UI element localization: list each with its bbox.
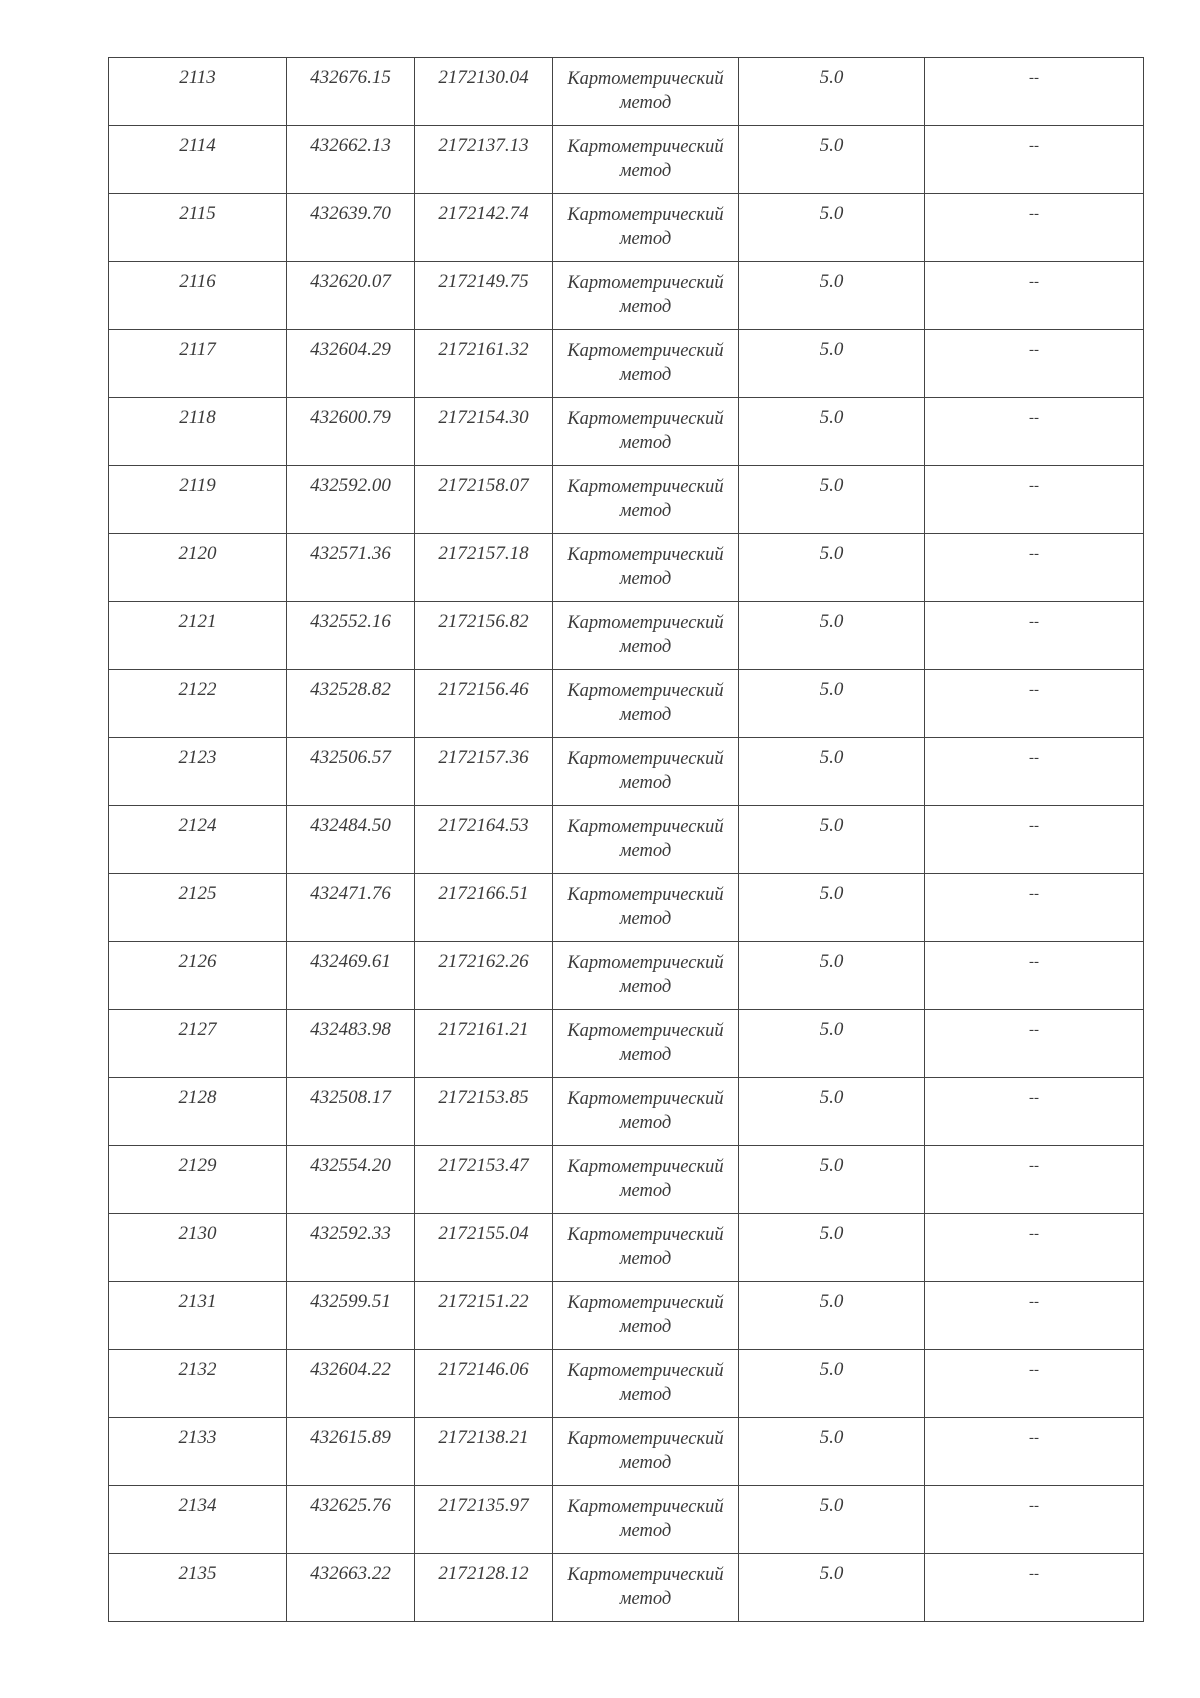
y-coordinate-cell: 2172153.85 [415,1078,553,1146]
table-row [109,806,1144,874]
note-cell: -- [925,670,1144,738]
precision-cell: 5.0 [739,466,925,534]
y-coordinate-cell: 2172157.18 [415,534,553,602]
note-cell: -- [925,942,1144,1010]
precision-cell: 5.0 [739,874,925,942]
table-row [109,1010,1144,1078]
precision-cell: 5.0 [739,806,925,874]
point-number-cell: 2127 [109,1010,287,1078]
point-number-cell: 2134 [109,1486,287,1554]
x-coordinate-cell: 432528.82 [287,670,415,738]
x-coordinate-cell: 432615.89 [287,1418,415,1486]
table-row [109,670,1144,738]
y-coordinate-cell: 2172156.82 [415,602,553,670]
x-coordinate-cell: 432663.22 [287,1554,415,1622]
x-coordinate-cell: 432592.33 [287,1214,415,1282]
method-cell: Картометрический метод [553,194,739,262]
method-cell: Картометрический метод [553,1554,739,1622]
table-row [109,738,1144,806]
note-cell: -- [925,1554,1144,1622]
point-number-cell: 2114 [109,126,287,194]
table-row [109,1486,1144,1554]
precision-cell: 5.0 [739,1486,925,1554]
precision-cell: 5.0 [739,194,925,262]
note-cell: -- [925,1418,1144,1486]
y-coordinate-cell: 2172162.26 [415,942,553,1010]
table-row [109,874,1144,942]
precision-cell: 5.0 [739,534,925,602]
method-cell: Картометрический метод [553,1350,739,1418]
y-coordinate-cell: 2172130.04 [415,58,553,126]
x-coordinate-cell: 432625.76 [287,1486,415,1554]
note-cell: -- [925,806,1144,874]
point-number-cell: 2113 [109,58,287,126]
y-coordinate-cell: 2172151.22 [415,1282,553,1350]
note-cell: -- [925,466,1144,534]
point-number-cell: 2123 [109,738,287,806]
precision-cell: 5.0 [739,262,925,330]
method-cell: Картометрический метод [553,1146,739,1214]
note-cell: -- [925,1146,1144,1214]
point-number-cell: 2115 [109,194,287,262]
y-coordinate-cell: 2172158.07 [415,466,553,534]
x-coordinate-cell: 432600.79 [287,398,415,466]
note-cell: -- [925,534,1144,602]
precision-cell: 5.0 [739,398,925,466]
point-number-cell: 2131 [109,1282,287,1350]
note-cell: -- [925,126,1144,194]
precision-cell: 5.0 [739,1146,925,1214]
y-coordinate-cell: 2172138.21 [415,1418,553,1486]
coordinates-table [108,57,1144,1622]
precision-cell: 5.0 [739,1078,925,1146]
x-coordinate-cell: 432592.00 [287,466,415,534]
note-cell: -- [925,874,1144,942]
method-cell: Картометрический метод [553,534,739,602]
table-row [109,262,1144,330]
x-coordinate-cell: 432599.51 [287,1282,415,1350]
method-cell: Картометрический метод [553,126,739,194]
method-cell: Картометрический метод [553,942,739,1010]
table-row [109,1078,1144,1146]
table-row [109,602,1144,670]
y-coordinate-cell: 2172135.97 [415,1486,553,1554]
note-cell: -- [925,1078,1144,1146]
point-number-cell: 2122 [109,670,287,738]
note-cell: -- [925,1350,1144,1418]
note-cell: -- [925,738,1144,806]
precision-cell: 5.0 [739,670,925,738]
point-number-cell: 2121 [109,602,287,670]
method-cell: Картометрический метод [553,1418,739,1486]
x-coordinate-cell: 432676.15 [287,58,415,126]
point-number-cell: 2135 [109,1554,287,1622]
method-cell: Картометрический метод [553,670,739,738]
note-cell: -- [925,194,1144,262]
precision-cell: 5.0 [739,330,925,398]
x-coordinate-cell: 432554.20 [287,1146,415,1214]
x-coordinate-cell: 432508.17 [287,1078,415,1146]
method-cell: Картометрический метод [553,602,739,670]
x-coordinate-cell: 432662.13 [287,126,415,194]
y-coordinate-cell: 2172166.51 [415,874,553,942]
point-number-cell: 2118 [109,398,287,466]
x-coordinate-cell: 432552.16 [287,602,415,670]
table-body [109,58,1144,1622]
x-coordinate-cell: 432471.76 [287,874,415,942]
precision-cell: 5.0 [739,602,925,670]
y-coordinate-cell: 2172154.30 [415,398,553,466]
point-number-cell: 2116 [109,262,287,330]
table-row [109,942,1144,1010]
method-cell: Картометрический метод [553,1486,739,1554]
precision-cell: 5.0 [739,1350,925,1418]
point-number-cell: 2124 [109,806,287,874]
point-number-cell: 2128 [109,1078,287,1146]
x-coordinate-cell: 432469.61 [287,942,415,1010]
note-cell: -- [925,1214,1144,1282]
x-coordinate-cell: 432620.07 [287,262,415,330]
method-cell: Картометрический метод [553,874,739,942]
note-cell: -- [925,262,1144,330]
method-cell: Картометрический метод [553,466,739,534]
table-row [109,330,1144,398]
method-cell: Картометрический метод [553,398,739,466]
point-number-cell: 2117 [109,330,287,398]
precision-cell: 5.0 [739,1010,925,1078]
point-number-cell: 2126 [109,942,287,1010]
method-cell: Картометрический метод [553,1214,739,1282]
method-cell: Картометрический метод [553,1078,739,1146]
precision-cell: 5.0 [739,1554,925,1622]
point-number-cell: 2119 [109,466,287,534]
x-coordinate-cell: 432604.22 [287,1350,415,1418]
point-number-cell: 2132 [109,1350,287,1418]
x-coordinate-cell: 432571.36 [287,534,415,602]
y-coordinate-cell: 2172153.47 [415,1146,553,1214]
table-row [109,466,1144,534]
x-coordinate-cell: 432483.98 [287,1010,415,1078]
note-cell: -- [925,58,1144,126]
x-coordinate-cell: 432639.70 [287,194,415,262]
x-coordinate-cell: 432484.50 [287,806,415,874]
y-coordinate-cell: 2172137.13 [415,126,553,194]
method-cell: Картометрический метод [553,1282,739,1350]
note-cell: -- [925,1282,1144,1350]
method-cell: Картометрический метод [553,1010,739,1078]
y-coordinate-cell: 2172149.75 [415,262,553,330]
y-coordinate-cell: 2172142.74 [415,194,553,262]
precision-cell: 5.0 [739,126,925,194]
table-row [109,534,1144,602]
table-row [109,398,1144,466]
y-coordinate-cell: 2172157.36 [415,738,553,806]
table-row [109,1554,1144,1622]
table-row [109,1146,1144,1214]
precision-cell: 5.0 [739,1214,925,1282]
point-number-cell: 2133 [109,1418,287,1486]
table-row [109,1418,1144,1486]
table-row [109,1282,1144,1350]
y-coordinate-cell: 2172161.21 [415,1010,553,1078]
precision-cell: 5.0 [739,942,925,1010]
method-cell: Картометрический метод [553,738,739,806]
note-cell: -- [925,1486,1144,1554]
note-cell: -- [925,398,1144,466]
precision-cell: 5.0 [739,1418,925,1486]
precision-cell: 5.0 [739,738,925,806]
y-coordinate-cell: 2172146.06 [415,1350,553,1418]
precision-cell: 5.0 [739,1282,925,1350]
x-coordinate-cell: 432604.29 [287,330,415,398]
note-cell: -- [925,1010,1144,1078]
precision-cell: 5.0 [739,58,925,126]
note-cell: -- [925,602,1144,670]
table-row [109,1350,1144,1418]
table-row [109,126,1144,194]
table-row [109,194,1144,262]
table-row [109,1214,1144,1282]
y-coordinate-cell: 2172155.04 [415,1214,553,1282]
y-coordinate-cell: 2172128.12 [415,1554,553,1622]
y-coordinate-cell: 2172164.53 [415,806,553,874]
x-coordinate-cell: 432506.57 [287,738,415,806]
point-number-cell: 2130 [109,1214,287,1282]
y-coordinate-cell: 2172161.32 [415,330,553,398]
point-number-cell: 2129 [109,1146,287,1214]
point-number-cell: 2120 [109,534,287,602]
method-cell: Картометрический метод [553,262,739,330]
note-cell: -- [925,330,1144,398]
table-row [109,58,1144,126]
point-number-cell: 2125 [109,874,287,942]
method-cell: Картометрический метод [553,330,739,398]
method-cell: Картометрический метод [553,58,739,126]
y-coordinate-cell: 2172156.46 [415,670,553,738]
method-cell: Картометрический метод [553,806,739,874]
